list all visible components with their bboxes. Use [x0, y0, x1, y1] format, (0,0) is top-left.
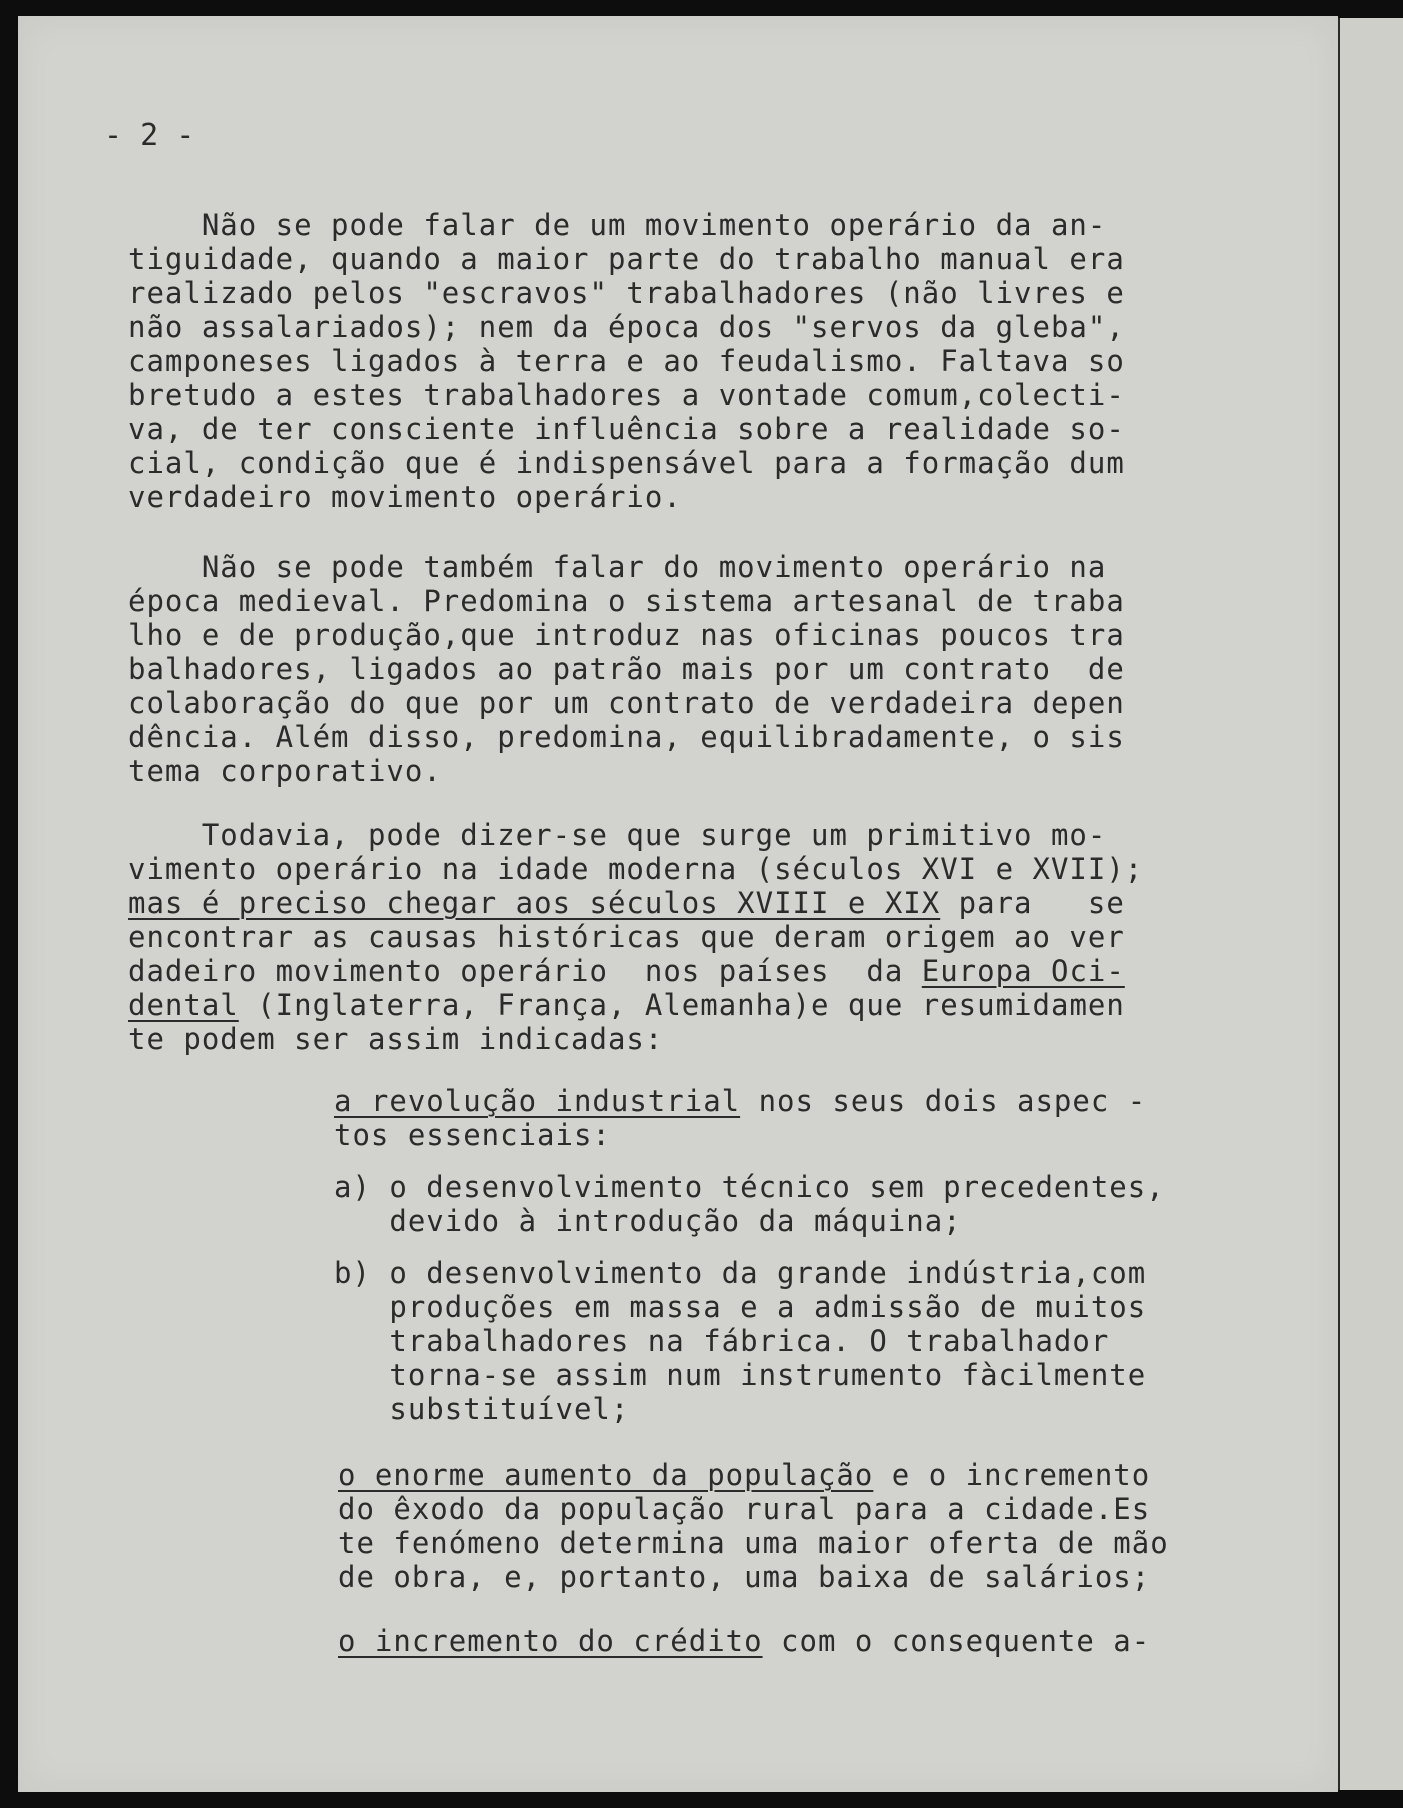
sub-item-b: trabalhadores na fábrica. O trabalhador	[334, 1324, 1110, 1358]
sub-item-b: torna-se assim num instrumento fàcilmente	[334, 1358, 1147, 1392]
paragraph-1-line: bretudo a estes trabalhadores a vontade comum,colecti-	[128, 378, 1125, 412]
sub-item-b: substituível;	[334, 1392, 630, 1426]
paragraph-2-line: tema corporativo.	[128, 754, 442, 788]
paragraph-1-line: va, de ter consciente influência sobre a realidade so-	[128, 412, 1125, 446]
paragraph-3-line: vimento operário na idade moderna (séculos XVI e XVII);	[128, 852, 1144, 886]
sub-item-b: b) o desenvolvimento da grande indústria,com	[334, 1256, 1147, 1290]
list-item-line: de obra, e, portanto, uma baixa de salários;	[338, 1560, 1151, 1594]
paragraph-3-line: encontrar as causas históricas que deram origem ao ver	[128, 920, 1125, 954]
paragraph-1-line: não assalariados); nem da época dos "servos da gleba",	[128, 310, 1125, 344]
underlined-phrase: o incremento do crédito	[338, 1624, 763, 1658]
page-number: - 2 -	[104, 118, 195, 153]
underlined-phrase: o enorme aumento da população	[338, 1458, 874, 1492]
list-item-line: te fenómeno determina uma maior oferta de mão	[338, 1526, 1169, 1560]
paragraph-3-line: dadeiro movimento operário nos países da Europa Oci-	[128, 954, 1125, 988]
list-item-heading: o enorme aumento da população e o incremento	[338, 1458, 1151, 1492]
paragraph-3-line: Todavia, pode dizer-se que surge um primitivo mo-	[128, 818, 1107, 852]
paragraph-1-line: tiguidade, quando a maior parte do trabalho manual era	[128, 242, 1125, 276]
list-item-line: do êxodo da população rural para a cidade.Es	[338, 1492, 1151, 1526]
underlined-phrase: mas é preciso chegar aos séculos XVIII e XIX	[128, 886, 941, 920]
paragraph-3-line: dental (Inglaterra, França, Alemanha)e que resumidamen	[128, 988, 1125, 1022]
underlined-phrase: Europa Oci-	[921, 954, 1125, 988]
adjacent-page-edge	[1338, 18, 1403, 1790]
underlined-phrase: a revolução industrial	[334, 1084, 741, 1118]
paragraph-1-line: verdadeiro movimento operário.	[128, 480, 682, 514]
paragraph-2-line: Não se pode também falar do movimento operário na	[128, 550, 1107, 584]
sub-item-b: produções em massa e a admissão de muitos	[334, 1290, 1147, 1324]
paragraph-1-line: cial, condição que é indispensável para a formação dum	[128, 446, 1125, 480]
list-item-heading: a revolução industrial nos seus dois aspec -	[334, 1084, 1147, 1118]
paragraph-2-line: balhadores, ligados ao patrão mais por um contrato de	[128, 652, 1125, 686]
list-item-line: tos essenciais:	[334, 1118, 611, 1152]
paragraph-2-line: época medieval. Predomina o sistema artesanal de traba	[128, 584, 1125, 618]
paragraph-2-line: lho e de produção,que introduz nas oficinas poucos tra	[128, 618, 1125, 652]
underlined-phrase: dental	[128, 988, 239, 1022]
paragraph-2-line: colaboração do que por um contrato de verdadeira depen	[128, 686, 1125, 720]
paragraph-1-line: camponeses ligados à terra e ao feudalismo. Faltava so	[128, 344, 1125, 378]
paragraph-1-line: Não se pode falar de um movimento operário da an-	[128, 208, 1107, 242]
paragraph-3-line: mas é preciso chegar aos séculos XVIII e XIX para se	[128, 886, 1125, 920]
list-item-heading: o incremento do crédito com o consequente a-	[338, 1624, 1151, 1658]
paragraph-3-line: te podem ser assim indicadas:	[128, 1022, 664, 1056]
sub-item-a: a) o desenvolvimento técnico sem precedentes,	[334, 1170, 1165, 1204]
paragraph-2-line: dência. Além disso, predomina, equilibradamente, o sis	[128, 720, 1125, 754]
paragraph-1-line: realizado pelos "escravos" trabalhadores (não livres e	[128, 276, 1125, 310]
sub-item-a: devido à introdução da máquina;	[334, 1204, 962, 1238]
